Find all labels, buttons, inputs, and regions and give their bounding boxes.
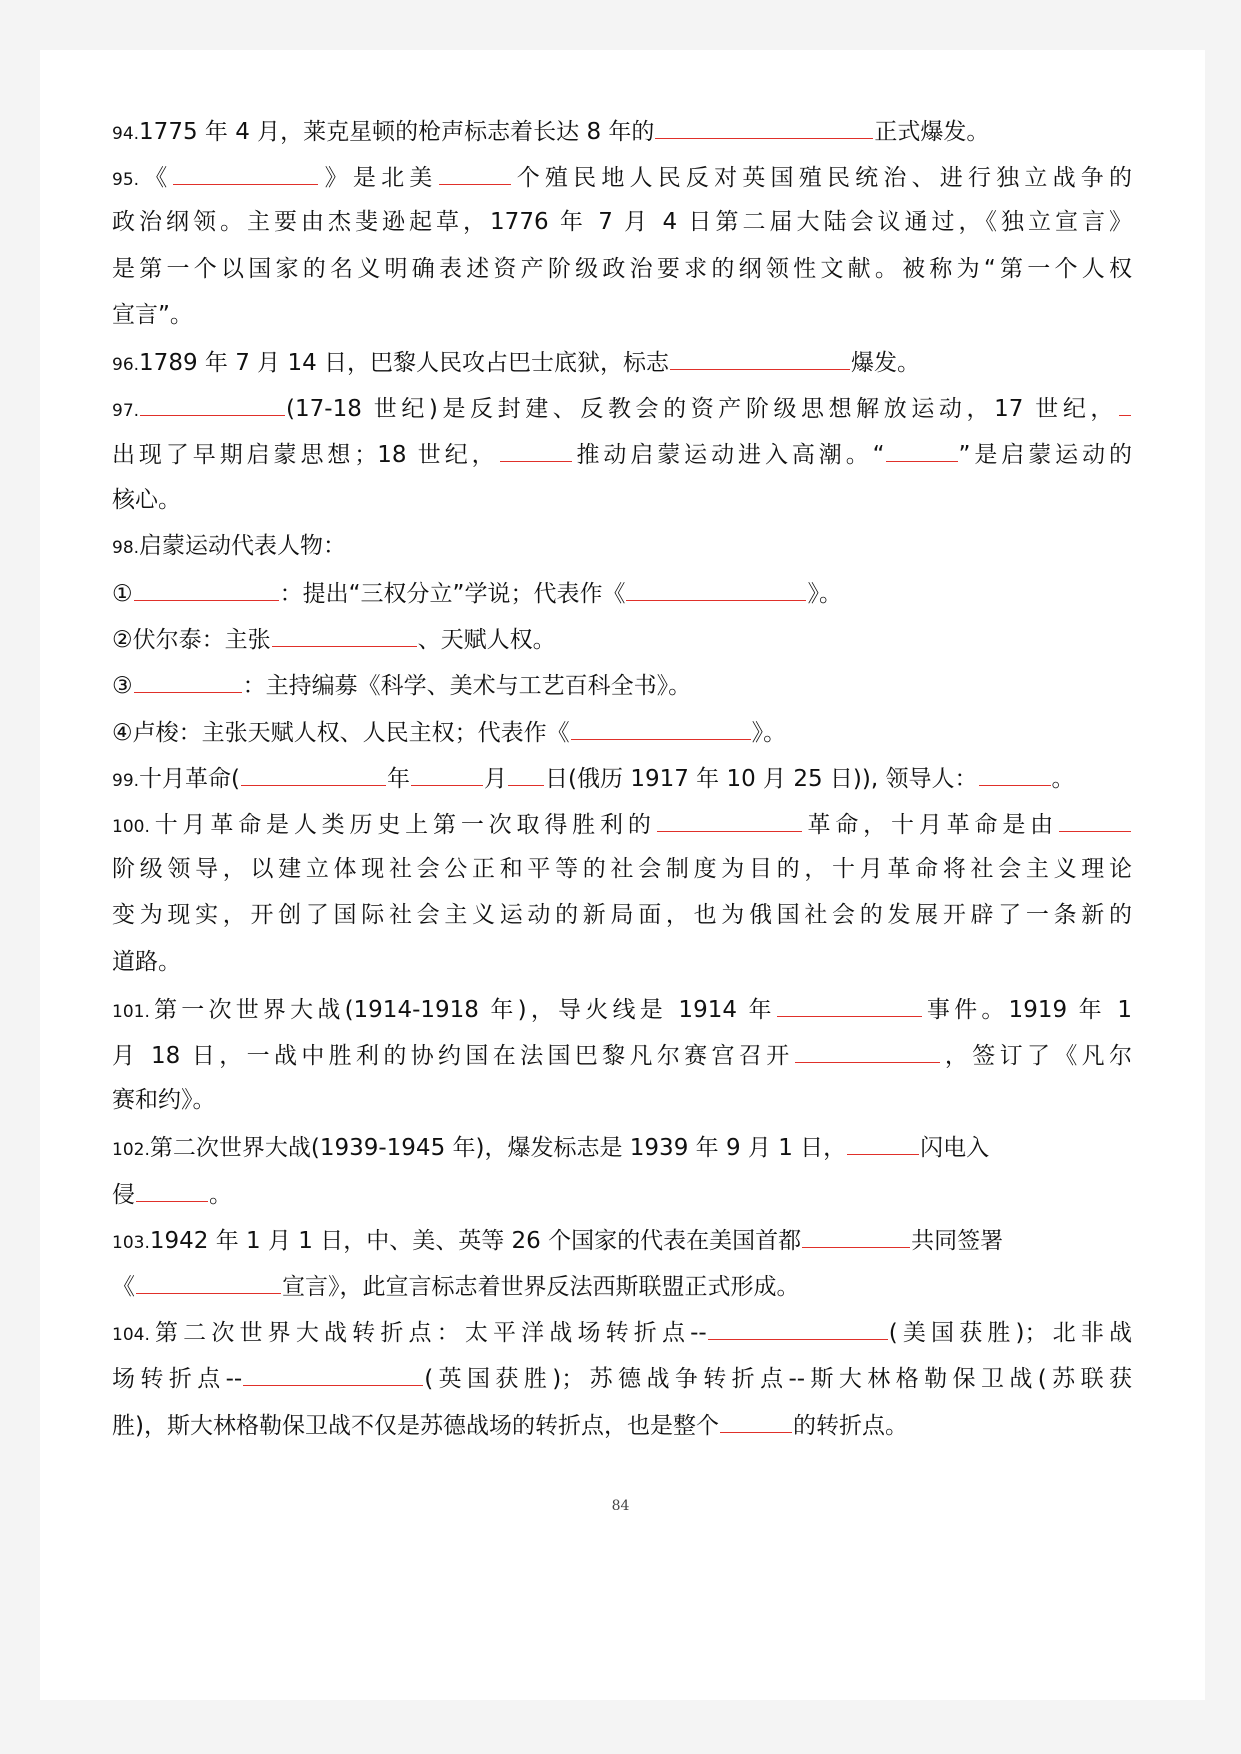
text-segment: 。 <box>1051 765 1075 792</box>
text-line <box>112 251 1132 287</box>
text-segment: 政治纲领。主要由杰斐逊起草，1776 年 7 月 4 日第二届大陆会议通过，《独立宣言》 <box>112 209 1132 236</box>
text-segment: ，签订了《凡尔 <box>940 1043 1132 1069</box>
text-segment: 闪电入 <box>920 1135 990 1162</box>
text-segment: 侵 <box>112 1181 135 1208</box>
question-number: 98. <box>112 537 140 558</box>
text-line <box>112 389 1132 425</box>
fill-in-blank[interactable] <box>708 1313 888 1340</box>
question-number: 100. <box>112 817 150 837</box>
text-segment: 个殖民地人民反对英国殖民统治、进行独立战争的 <box>511 165 1132 192</box>
fill-in-blank[interactable] <box>136 1267 281 1294</box>
text-segment: 》是北美 <box>319 165 438 192</box>
text-segment: 宣言”。 <box>112 301 193 328</box>
fill-in-blank[interactable] <box>802 1221 910 1248</box>
text-line <box>112 1221 1132 1257</box>
question-number: 102. <box>112 1140 150 1161</box>
question-number: 103. <box>112 1232 150 1253</box>
fill-in-blank[interactable] <box>979 759 1051 786</box>
text-segment: 十月革命是人类历史上第一次取得胜利的 <box>149 812 656 838</box>
text-line <box>112 343 1132 379</box>
text-line <box>112 435 1132 471</box>
text-segment: 年 <box>387 765 411 792</box>
fill-in-blank[interactable] <box>243 1359 423 1386</box>
text-line <box>112 990 1132 1026</box>
text-line <box>112 805 1132 841</box>
text-line <box>112 482 1132 518</box>
text-segment: 的转折点。 <box>792 1412 908 1439</box>
fill-in-blank[interactable] <box>500 435 572 462</box>
text-segment: 宣言》，此宣言标志着世界反法西斯联盟正式形成。 <box>282 1274 800 1300</box>
text-line <box>112 620 1132 656</box>
page-number: 84 <box>611 1498 630 1514</box>
fill-in-blank[interactable] <box>571 713 751 740</box>
fill-in-blank[interactable] <box>241 759 386 786</box>
text-line <box>112 1359 1132 1395</box>
fill-in-blank[interactable] <box>411 759 483 786</box>
fill-in-blank[interactable] <box>1059 805 1131 832</box>
text-line <box>112 297 1132 333</box>
fill-in-blank[interactable] <box>626 574 806 601</box>
text-segment: 启蒙运动代表人物： <box>139 532 347 559</box>
fill-in-blank[interactable] <box>886 435 958 462</box>
text-line <box>112 204 1132 240</box>
fill-in-blank[interactable] <box>720 1406 792 1433</box>
text-segment: 1789 年 7 月 14 日，巴黎人民攻占巴士底狱，标志 <box>139 350 670 376</box>
text-line <box>112 1036 1132 1072</box>
fill-in-blank[interactable] <box>136 1175 208 1202</box>
text-segment: 第一次世界大战(1914-1918 年)，导火线是 1914 年 <box>149 996 776 1023</box>
text-segment: 1775 年 4 月，莱克星顿的枪声标志着长达 8 年的 <box>139 119 655 145</box>
question-number: 99. <box>112 770 140 791</box>
text-segment: 道路。 <box>112 948 181 975</box>
text-segment: 场转折点-- <box>112 1366 243 1393</box>
text-line <box>112 713 1132 749</box>
text-segment: 革命，十月革命是由 <box>802 812 1059 838</box>
text-segment: 1942 年 1 月 1 日，中、美、英等 26 个国家的代表在美国首都 <box>149 1227 802 1254</box>
text-segment: ：提出“三权分立”学说；代表作《 <box>279 581 626 607</box>
text-segment: 是第一个以国家的名义明确表述资产阶级政治要求的纲领性文献。被称为“第一个人权 <box>112 255 1132 282</box>
text-segment: (英国获胜)；苏德战争转折点--斯大林格勒保卫战(苏联获 <box>424 1366 1132 1393</box>
question-number: 104. <box>112 1325 150 1346</box>
question-number: 96. <box>112 355 140 375</box>
fill-in-blank[interactable] <box>670 343 850 370</box>
text-segment: 推动启蒙运动进入高潮。“ <box>572 442 885 469</box>
fill-in-blank[interactable] <box>508 759 544 786</box>
text-segment: 、天赋人权。 <box>417 627 556 654</box>
text-segment: 共同签署 <box>911 1227 1004 1254</box>
text-segment: 正式爆发。 <box>874 119 990 145</box>
text-segment: 赛和约》。 <box>112 1087 216 1114</box>
question-number: 95. <box>112 170 140 191</box>
text-segment: 月 18 日，一战中胜利的协约国在法国巴黎凡尔赛宫召开 <box>112 1043 794 1069</box>
text-segment: ②伏尔泰：主张 <box>112 627 271 654</box>
text-segment: 出现了早期启蒙思想；18 世纪， <box>112 442 499 469</box>
question-number: 97. <box>112 401 140 422</box>
text-segment: 核心。 <box>112 486 181 513</box>
text-line <box>112 1128 1132 1164</box>
text-segment: ③ <box>112 673 133 700</box>
text-segment: 爆发。 <box>851 350 921 376</box>
fill-in-blank[interactable] <box>777 990 922 1017</box>
text-line <box>112 1313 1132 1349</box>
text-segment: 胜)，斯大林格勒保卫战不仅是苏德战场的转折点，也是整个 <box>112 1412 719 1439</box>
text-line <box>112 666 1132 702</box>
text-segment: 变为现实，开创了国际社会主义运动的新局面，也为俄国社会的发展开辟了一条新的 <box>112 902 1132 929</box>
fill-in-blank[interactable] <box>655 112 873 139</box>
text-segment: 事件。1919 年 1 <box>922 996 1132 1023</box>
text-segment: 第二次世界大战转折点：太平洋战场转折点-- <box>149 1320 707 1347</box>
text-line <box>112 1082 1132 1118</box>
text-segment: (17-18 世纪)是反封建、反教会的资产阶级思想解放运动，17 世纪， <box>286 396 1118 423</box>
text-segment: 《 <box>139 165 173 192</box>
text-segment: 日(俄历 1917 年 10 月 25 日)), 领导人： <box>545 765 978 792</box>
text-line <box>112 112 1132 148</box>
text-line <box>112 158 1132 194</box>
text-segment: ：主持编募《科学、美术与工艺百科全书》。 <box>242 673 692 700</box>
text-segment: 十月革命( <box>139 765 241 792</box>
fill-in-blank[interactable] <box>134 574 279 601</box>
text-line <box>112 1406 1132 1442</box>
fill-in-blank[interactable] <box>1119 389 1131 416</box>
question-number: 101. <box>112 1001 150 1022</box>
text-segment: 》。 <box>751 719 787 746</box>
fill-in-blank[interactable] <box>272 620 417 647</box>
text-line <box>112 944 1132 980</box>
text-line <box>112 1175 1132 1211</box>
fill-in-blank[interactable] <box>134 666 242 693</box>
text-line <box>112 759 1132 795</box>
text-segment: (美国获胜)；北非战 <box>888 1320 1132 1347</box>
text-line <box>112 851 1132 887</box>
text-line <box>112 528 1132 564</box>
text-segment: 月 <box>484 765 508 792</box>
text-segment: ”是启蒙运动的 <box>958 442 1132 469</box>
text-segment: 《 <box>112 1274 135 1300</box>
text-line <box>112 1267 1132 1303</box>
text-line <box>112 574 1132 610</box>
text-segment: 》。 <box>807 581 842 607</box>
fill-in-blank[interactable] <box>173 158 318 185</box>
text-segment: 。 <box>209 1181 232 1208</box>
text-segment: ① <box>112 581 133 607</box>
text-segment: 第二次世界大战(1939-1945 年)，爆发标志是 1939 年 9 月 1 日， <box>149 1135 847 1162</box>
fill-in-blank[interactable] <box>140 389 285 416</box>
fill-in-blank[interactable] <box>795 1036 940 1063</box>
fill-in-blank[interactable] <box>439 158 511 185</box>
text-segment: 阶级领导，以建立体现社会公正和平等的社会制度为目的，十月革命将社会主义理论 <box>112 856 1132 883</box>
fill-in-blank[interactable] <box>847 1128 919 1155</box>
question-number: 94. <box>112 124 140 144</box>
text-segment: ④卢梭：主张天赋人权、人民主权；代表作《 <box>112 719 570 746</box>
text-line <box>112 897 1132 933</box>
fill-in-blank[interactable] <box>657 805 802 832</box>
